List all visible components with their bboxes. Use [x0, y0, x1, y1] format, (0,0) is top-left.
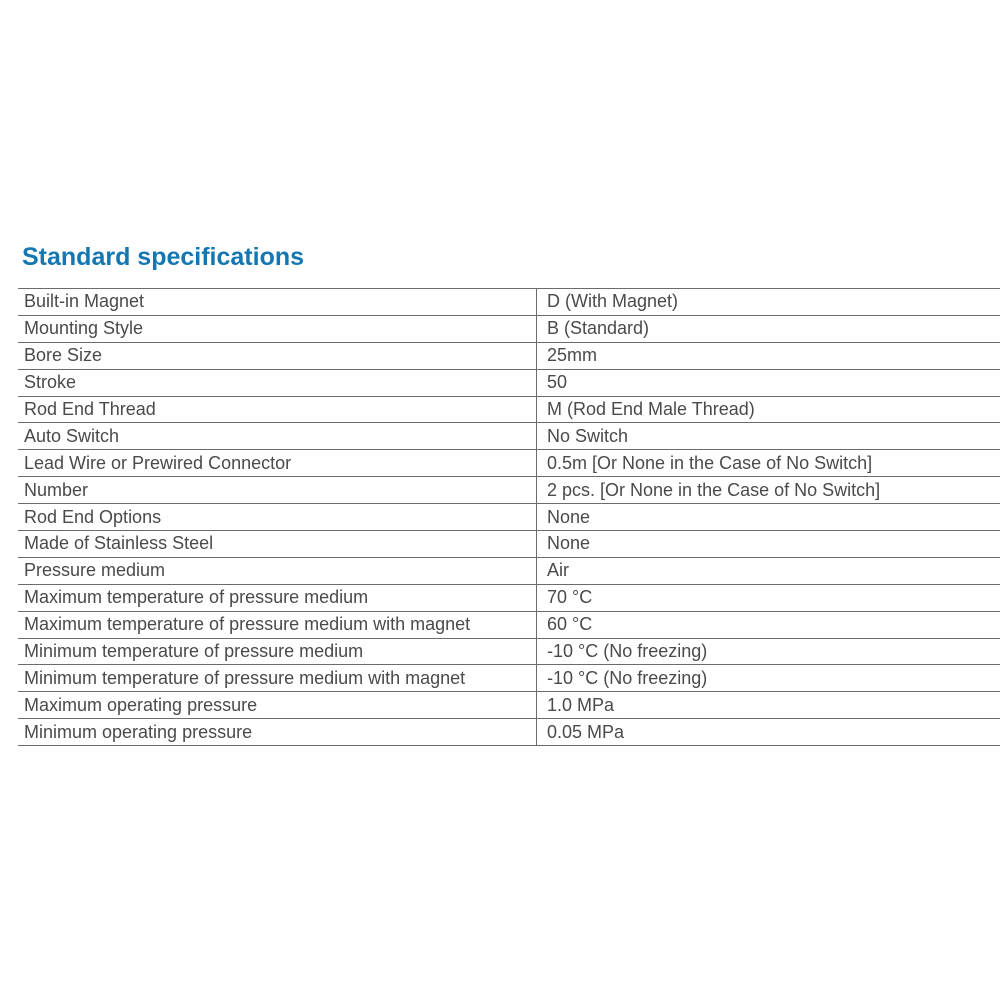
spec-table-body: [18, 289, 1000, 746]
table-row: [18, 719, 1000, 746]
spec-label: Rod End Thread: [24, 399, 156, 419]
spec-label: Maximum temperature of pressure medium with magnet: [24, 614, 471, 635]
table-row: [18, 531, 1000, 558]
spec-value: Air: [537, 557, 1000, 584]
table-row: [18, 289, 1000, 316]
table-row: [18, 315, 1000, 342]
page-title: Standard specifications: [22, 243, 305, 271]
spec-value: -10 °C (No freezing): [537, 638, 1000, 665]
spec-label: Rod End Options: [24, 506, 162, 527]
spec-value: 25mm: [537, 342, 1000, 369]
spec-value: None: [537, 531, 1000, 558]
spec-value: B (Standard): [537, 315, 1000, 342]
spec-label: Built-in Magnet: [24, 291, 145, 312]
spec-label: Lead Wire or Prewired Connector: [24, 452, 292, 473]
spec-label: Maximum temperature of pressure medium: [24, 587, 369, 608]
spec-value: None: [537, 504, 1000, 531]
table-row: [18, 423, 1000, 450]
table-row: [18, 369, 1000, 396]
spec-label: Stroke: [24, 372, 77, 393]
table-row: [18, 504, 1000, 531]
table-row: [18, 665, 1000, 692]
spec-value: No Switch: [537, 423, 1000, 450]
table-row: [18, 638, 1000, 665]
spec-label: Auto Switch: [24, 425, 120, 446]
spec-value: 1.0 MPa: [537, 692, 1000, 719]
spec-label: Number: [24, 479, 89, 500]
spec-label: Minimum operating pressure: [24, 721, 253, 742]
spec-value: M (Rod End Male Thread): [537, 396, 1000, 423]
table-row: [18, 692, 1000, 719]
spec-label: Minimum temperature of pressure medium with magnet: [24, 667, 466, 688]
spec-label: Made of Stainless Steel: [24, 533, 214, 554]
table-row: [18, 342, 1000, 369]
table-row: [18, 611, 1000, 638]
spec-value: 70 °C: [537, 584, 1000, 611]
table-row: [18, 396, 1000, 423]
spec-value: -10 °C (No freezing): [537, 665, 1000, 692]
spec-label: Mounting Style: [24, 318, 144, 339]
spec-value: 50: [537, 369, 1000, 396]
spec-label: Maximum operating pressure: [24, 694, 258, 715]
table-row: [18, 450, 1000, 477]
spec-label: Pressure medium: [24, 560, 166, 581]
table-row: [18, 477, 1000, 504]
specifications-table: [18, 288, 1000, 746]
table-row: [18, 557, 1000, 584]
spec-label: Minimum temperature of pressure medium: [24, 641, 364, 662]
spec-value: 0.5m [Or None in the Case of No Switch]: [537, 450, 1000, 477]
spec-value: 60 °C: [537, 611, 1000, 638]
spec-value: 2 pcs. [Or None in the Case of No Switch]: [537, 477, 1000, 504]
spec-value: 0.05 MPa: [537, 719, 1000, 746]
spec-value: D (With Magnet): [537, 289, 1000, 316]
table-row: [18, 584, 1000, 611]
spec-label: Bore Size: [24, 345, 103, 366]
